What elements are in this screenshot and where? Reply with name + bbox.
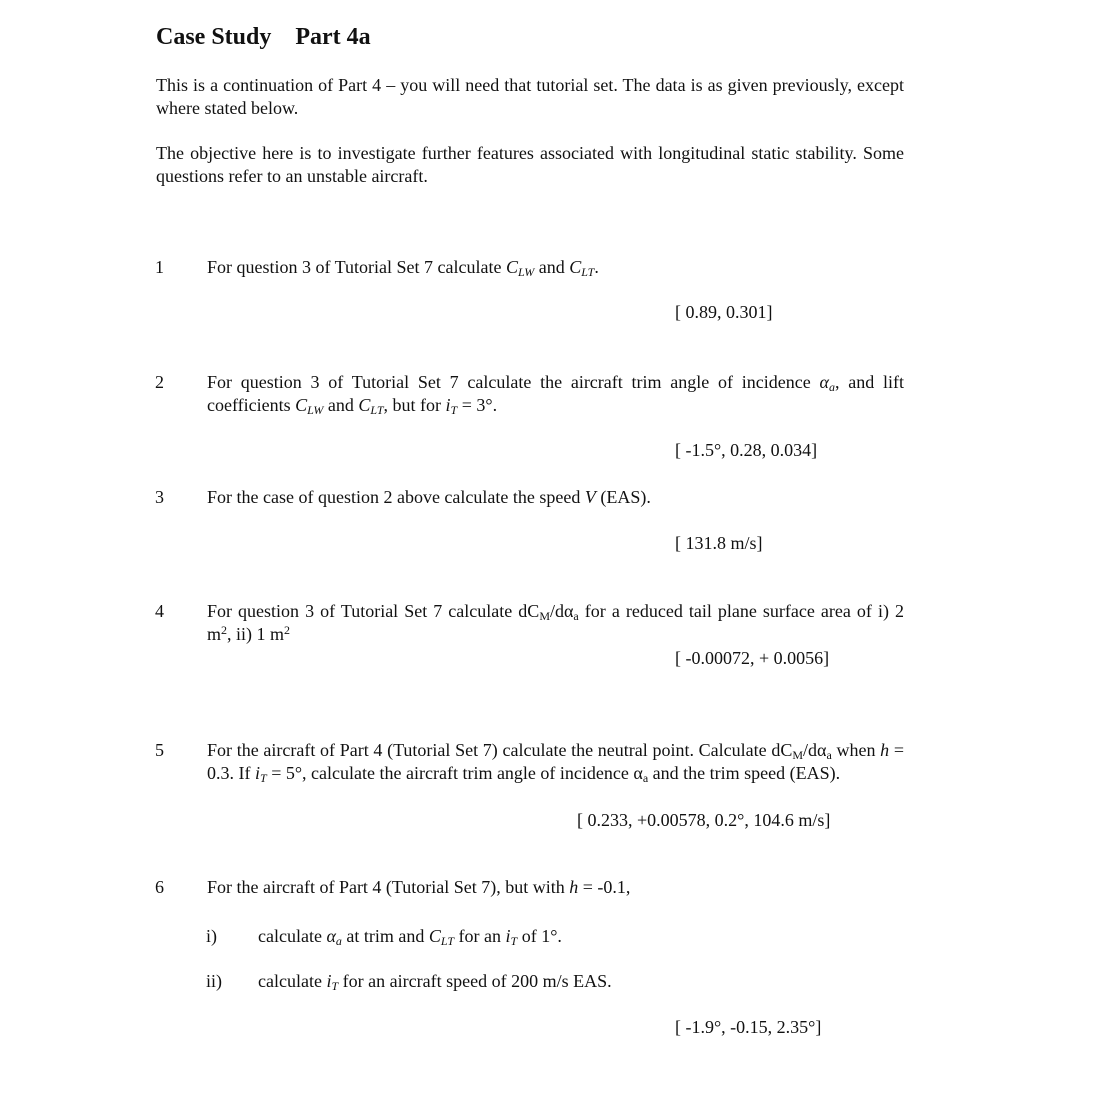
answer: [ -0.00072, + 0.0056]	[675, 648, 830, 668]
answer: [ -1.5°, 0.28, 0.034]	[675, 440, 818, 460]
subitem-text: calculate $i_T$ for an aircraft speed of 200 m/s EAS.	[258, 971, 612, 993]
question-text: For question 3 of Tutorial Set 7 calculate $dC_M/d\alpha_a$ for a reduced tail plane surface area of i) 2 $m^2$, ii) 1 $m^2$	[207, 601, 904, 644]
question-text: For question 3 of Tutorial Set 7 calculate the aircraft trim angle of incidence $\alpha_a$, and lift coefficients $C_{LW}$ and $C_{LT}$, but for $i_T = 3^\circ$.	[207, 372, 904, 417]
title-case-study: Case Study	[156, 24, 272, 50]
question-text: For the case of question 2 above calculate the speed V (EAS).	[207, 487, 651, 507]
question-text: For question 3 of Tutorial Set 7 calculate $C_{LW}$ and $C_{LT}$.	[207, 257, 599, 279]
question-number: 1	[155, 257, 164, 277]
intro-paragraph-2: The objective here is to investigate further features associated with longitudinal static stability. Some questions refer to an unstable aircraft.	[156, 143, 904, 186]
question-text: For the aircraft of Part 4 (Tutorial Set 7), but with h = -0.1,	[207, 877, 631, 897]
answer: [ 131.8 m/s]	[675, 533, 763, 553]
title-part: Part 4a	[295, 24, 371, 50]
question-number: 6	[155, 877, 164, 897]
subitem-text: calculate $\alpha_a$ at trim and $C_{LT}$ for an $i_T$ of 1°.	[258, 926, 562, 948]
intro-paragraph-1: This is a continuation of Part 4 – you will need that tutorial set. The data is as given previously, except where stated below.	[156, 75, 904, 118]
question-number: 5	[155, 740, 164, 760]
question-number: 2	[155, 372, 164, 392]
page-title	[156, 22, 371, 52]
answer: [ -1.9°, -0.15, 2.35°]	[675, 1017, 822, 1037]
question-text: For the aircraft of Part 4 (Tutorial Set 7) calculate the neutral point. Calculate $dC_M/d\alpha_a$ when h = 0.3. If $i_T = 5^\circ$, calculate the aircraft trim angle of incidence $\alpha_a$ and the trim speed (EAS).	[207, 740, 904, 785]
question-number: 3	[155, 487, 164, 507]
answer: [ 0.233, +0.00578, 0.2°, 104.6 m/s]	[577, 810, 831, 830]
question-number: 4	[155, 601, 164, 621]
subitem-label: ii)	[206, 971, 222, 991]
answer: [ 0.89, 0.301]	[675, 302, 773, 322]
subitem-label: i)	[206, 926, 217, 946]
